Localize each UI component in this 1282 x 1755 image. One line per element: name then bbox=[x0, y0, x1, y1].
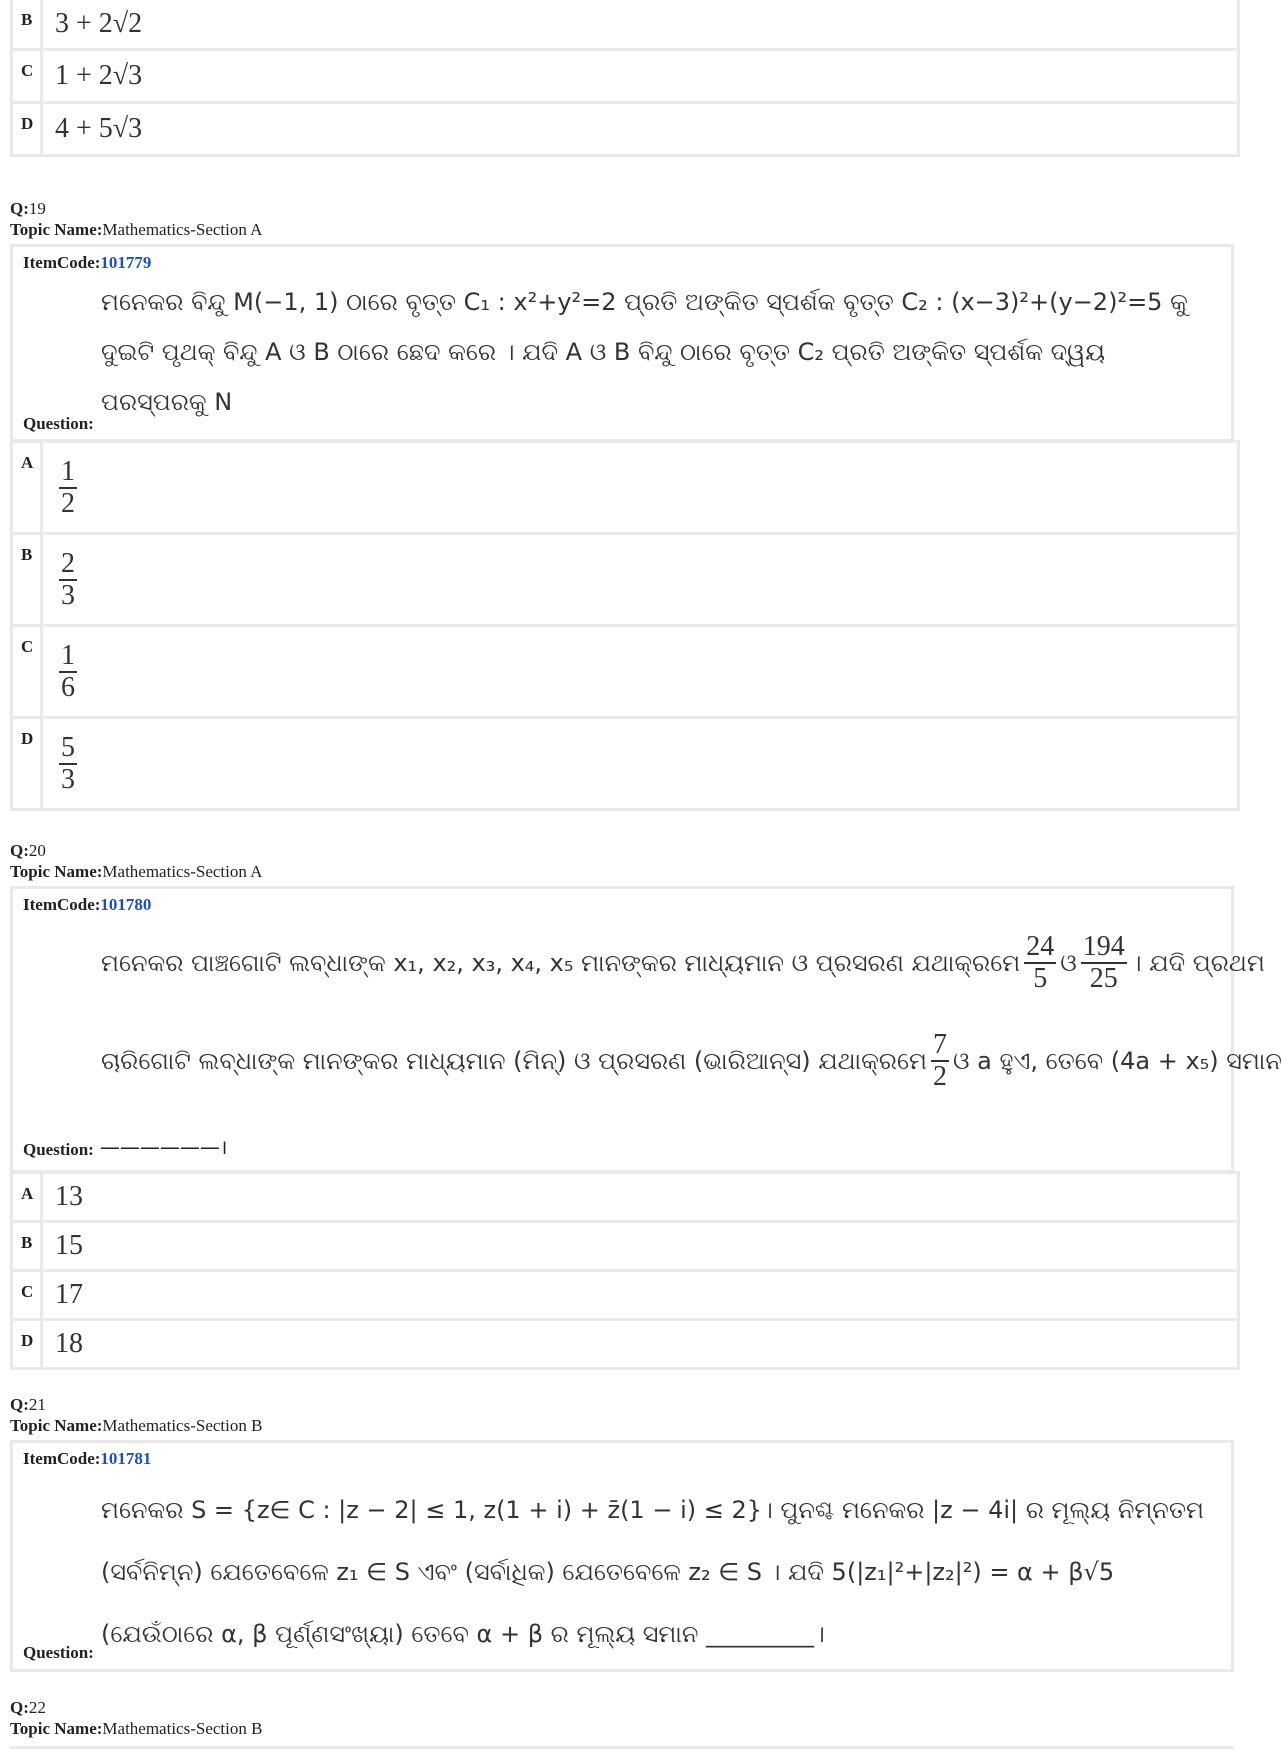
option-letter: D bbox=[13, 719, 43, 808]
question-box bbox=[10, 244, 1234, 442]
option-row bbox=[13, 1174, 1237, 1223]
option-value: $\frac{1}{6}$ bbox=[61, 639, 75, 703]
topic-name: Mathematics-Section B bbox=[102, 1719, 263, 1738]
option-letter: D bbox=[13, 104, 43, 154]
question-number: 19 bbox=[28, 199, 46, 218]
option-letter: C bbox=[13, 1272, 43, 1318]
question-box bbox=[10, 1440, 1234, 1672]
option-row bbox=[13, 443, 1237, 535]
item-code-value: 101780 bbox=[100, 895, 152, 914]
option-letter: B bbox=[13, 1223, 43, 1269]
option-row bbox=[13, 51, 1237, 104]
option-value: 13 bbox=[55, 1181, 83, 1212]
question-label: Question: bbox=[23, 1643, 94, 1662]
option-letter: A bbox=[13, 1174, 43, 1220]
option-row bbox=[13, 719, 1237, 808]
question-header bbox=[10, 198, 262, 240]
question-number: 22 bbox=[28, 1698, 46, 1717]
item-code: ItemCode:101779 bbox=[23, 253, 152, 272]
option-letter: D bbox=[13, 1321, 43, 1367]
q18-options-table bbox=[10, 0, 1240, 157]
option-value: 18 bbox=[55, 1328, 83, 1359]
question-box bbox=[10, 886, 1282, 1173]
answer-blank: ——————। bbox=[99, 1135, 228, 1159]
item-code: ItemCode:101781 bbox=[23, 1449, 152, 1468]
option-row bbox=[13, 104, 1237, 154]
topic-name: Mathematics-Section A bbox=[102, 220, 263, 239]
question-text: ମନେକର ବିନ୍ଦୁ M(−1, 1) ଠାରେ ବୃତ୍ତ C₁ : x²+y²=2 ପ୍ରତି ଅଙ୍କିତ ସ୍ପର୍ଶକ ବୃତ୍ତ C₂ : (x−3)²+(y−2)²=5 କୁ ଦୁଇଟି ପୃଥକ୍ ବିନ୍ଦୁ A ଓ B ଠାରେ ଛେଦ କରେ । ଯଦି A ଓ B ବିନ୍ଦୁ ଠାରେ ବୃତ୍ତ C₂ ପ୍ରତି ଅଙ୍କିତ ସ୍ପର୍ଶକ ଦ୍ୱୟ ପରସ୍ପରକୁ N bbox=[101, 288, 1188, 416]
option-value: 4 + 5√3 bbox=[55, 113, 143, 144]
topic-prefix: Topic Name: bbox=[10, 220, 103, 239]
question-number: 21 bbox=[28, 1395, 46, 1414]
option-row bbox=[13, 535, 1237, 627]
option-value: 15 bbox=[55, 1230, 83, 1261]
option-row bbox=[13, 627, 1237, 719]
option-letter: C bbox=[13, 627, 43, 716]
question-header: Q:21 Topic Name:Mathematics-Section B bbox=[10, 1395, 263, 1435]
item-code-value: 101779 bbox=[100, 253, 152, 272]
question-header: Q:20 Topic Name:Mathematics-Section A bbox=[10, 841, 263, 881]
item-code: ItemCode:101780 bbox=[23, 895, 152, 914]
q20-options-table bbox=[10, 1171, 1240, 1370]
question-text: ମନେକର ପାଞ୍ଚଗୋଟି ଲବ୍ଧାଙ୍କ x₁, x₂, x₃, x₄, x₅ ମାନଙ୍କର ମାଧ୍ୟମାନ ଓ ପ୍ରସରଣ ଯଥାକ୍ରମେ $\frac{24}{5}$ ଓ $\frac{194}{25}$ । ଯଦି ପ୍ରଥମ ଚାରିଗୋଟି ଲବ୍ଧାଙ୍କ ମାନଙ୍କର ମାଧ୍ୟମାନ (ମିନ୍) ଓ ପ୍ରସରଣ (ଭାରିଆନ୍ସ) ଯଥାକ୍ରମେ $\frac{7}{2}$ ଓ a ହୁଏ, ତେବେ (4a + x₅) ସମାନ bbox=[101, 931, 1282, 1092]
option-value: $\frac{1}{2}$ bbox=[61, 455, 75, 519]
option-value: 1 + 2√3 bbox=[55, 60, 143, 91]
option-letter: B bbox=[13, 535, 43, 624]
question-header: Q:22 Topic Name:Mathematics-Section B bbox=[10, 1698, 263, 1738]
q19-options-table bbox=[10, 440, 1240, 811]
option-letter: B bbox=[13, 0, 43, 48]
question-text: ମନେକର S = {z∈ C : |z − 2| ≤ 1, z(1 + i) + z̄(1 − i) ≤ 2}। ପୁନଶ୍ଚ ମନେକର |z − 4i| ର ମୂଲ୍ୟ ନିମ୍ନତମ (ସର୍ବନିମ୍ନ) ଯେତେବେଳେ z₁ ∈ S ଏବଂ (ସର୍ବାଧିକ) ଯେତେବେଳେ z₂ ∈ S । ଯଦି 5(|z₁|²+|z₂|²) = α + β√5 (ଯେଉଁଠାରେ α, β ପୂର୍ଣ୍ଣସଂଖ୍ୟା) ତେବେ α + β ର ମୂଲ୍ୟ ସମାନ _________। bbox=[101, 1496, 1204, 1648]
item-code-value: 101781 bbox=[100, 1449, 152, 1468]
option-row bbox=[13, 0, 1237, 51]
question-number: 20 bbox=[28, 841, 46, 860]
topic-name: Mathematics-Section B bbox=[102, 1416, 263, 1435]
option-letter: A bbox=[13, 443, 43, 532]
question-box-top-edge bbox=[10, 1746, 1234, 1749]
option-value: 17 bbox=[55, 1279, 83, 1310]
option-row bbox=[13, 1321, 1237, 1367]
topic-name: Mathematics-Section A bbox=[102, 862, 263, 881]
question-label: Question: ——————। bbox=[23, 1135, 228, 1159]
option-value: $\frac{2}{3}$ bbox=[61, 547, 75, 611]
option-value: 3 + 2√2 bbox=[55, 8, 143, 39]
option-letter: C bbox=[13, 51, 43, 101]
question-label: Question: bbox=[23, 414, 94, 433]
option-row bbox=[13, 1223, 1237, 1272]
option-value: $\frac{5}{3}$ bbox=[61, 731, 75, 795]
q-prefix: Q: bbox=[10, 199, 29, 218]
option-row bbox=[13, 1272, 1237, 1321]
